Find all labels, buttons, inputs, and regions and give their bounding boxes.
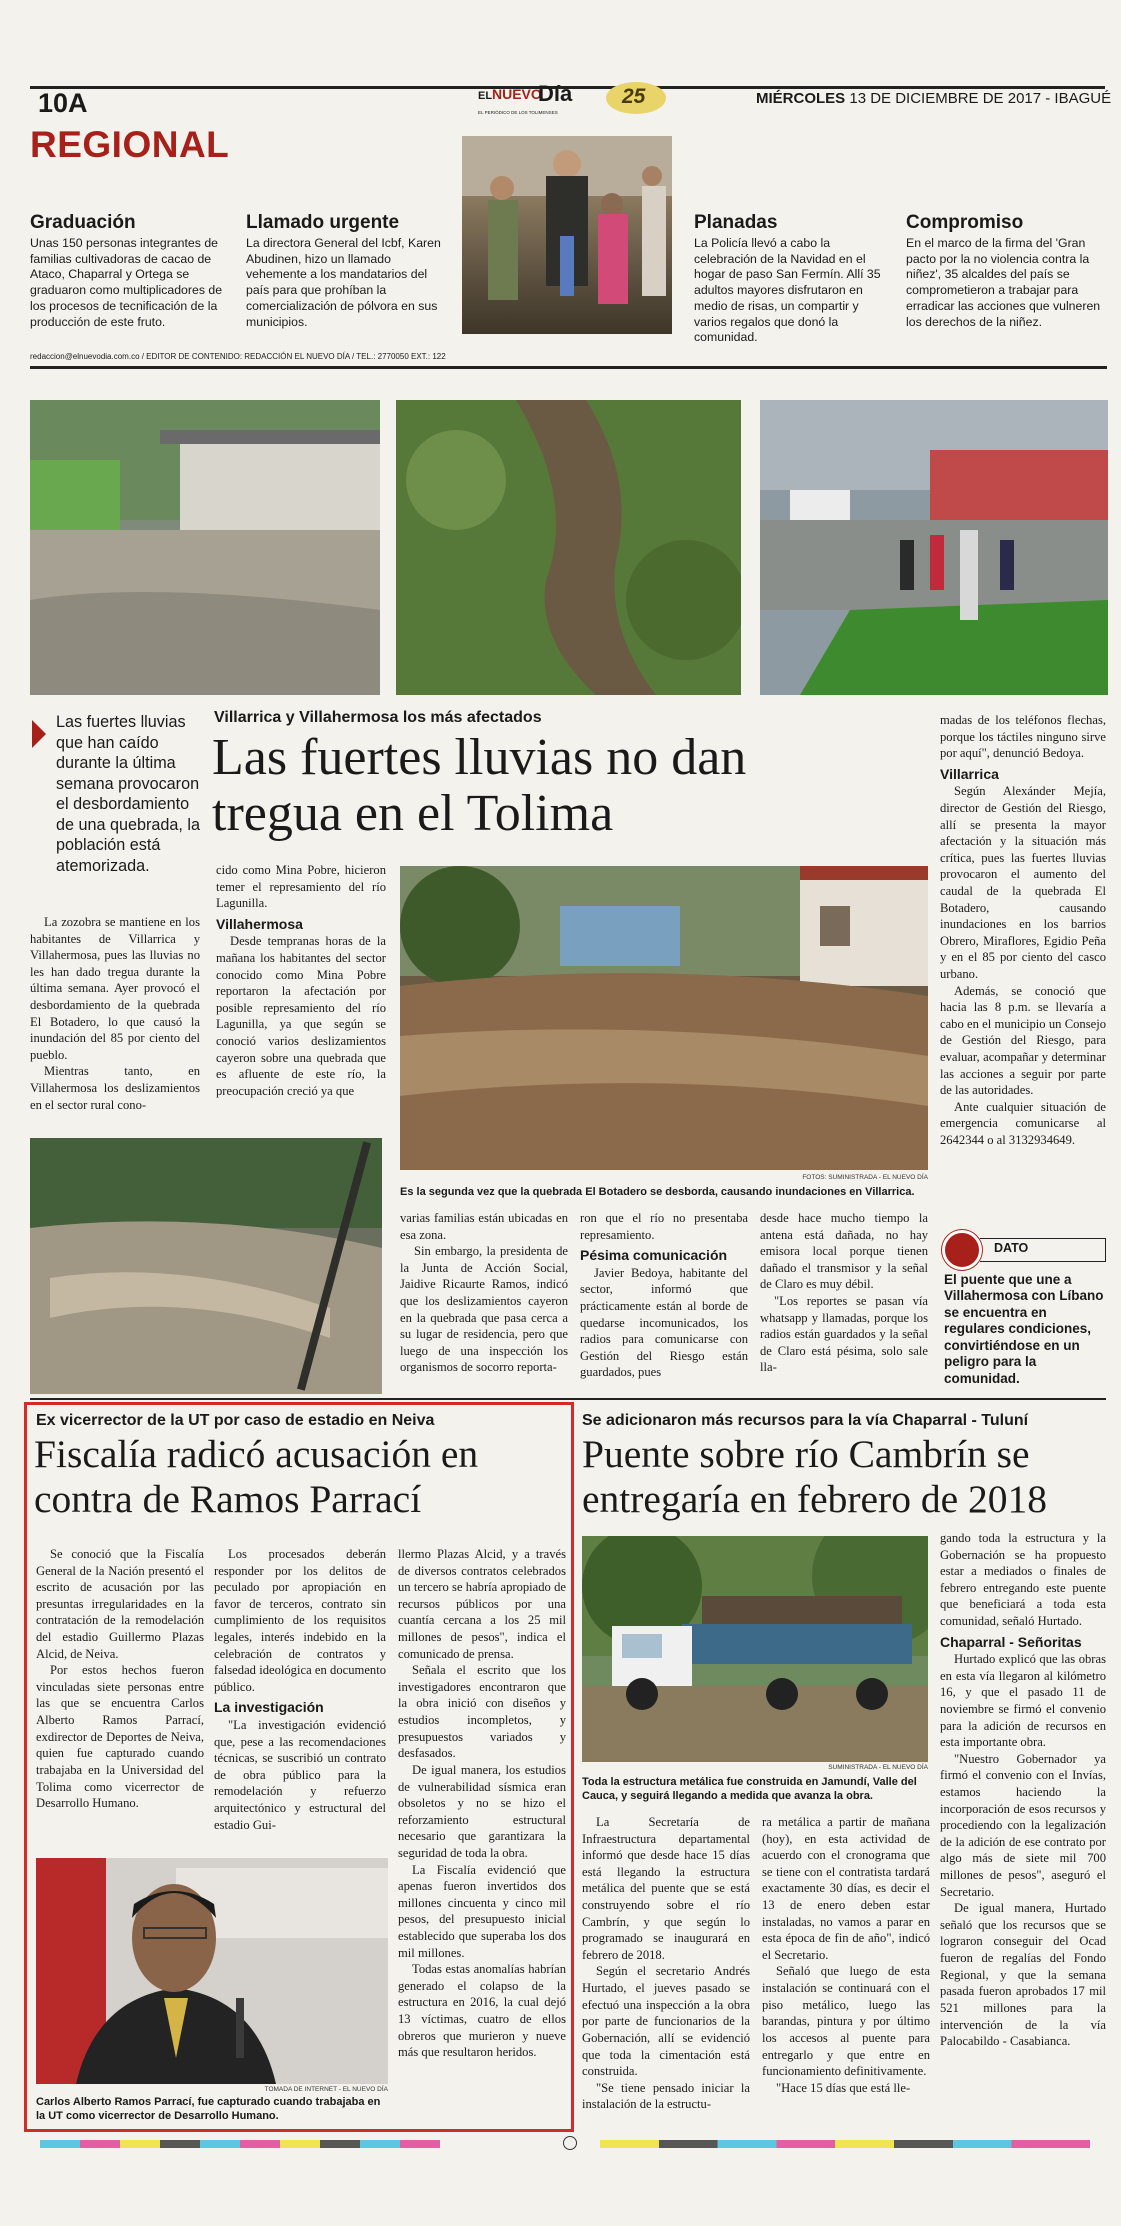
article1-col6: madas de los teléfonos flechas, porque los táctiles ninguno sirve por aquí", denunció Bedoya. Villarrica Según Alexánder Mejía, director de Gestión del Riesgo, allí se presenta la mayor afectación y la situación más crítica, pues las fuertes lluvias provocaron el aumento del caudal de la quebrada El Botadero, causando inundaciones en los barrios Obrero, Miraflores, Egidio Peña y en el 85 por ciento del casco urbano. Además, se conoció que hacia las 8 p.m. se llevaría a cabo en el municipio un Consejo de Gestión del Riesgo, para evaluar, acompañar y determinar las acciones a seguir por parte de las autoridades. Ante cualquier situación de emergencia comunicarse al 2642344 o al 3132934649. (940, 713, 1106, 1148)
header-bottom-rule (30, 366, 1107, 369)
article1-col1: La zozobra se mantiene en los habitantes de Villarrica y Villahermosa, pues las lluvias no les han dado tregua durante la última semana. Ayer provocó el desbordamiento de la quebrada El Botadero, lo que causó la inundación del 85 por ciento del pueblo. Mientras tanto, en Villahermosa los deslizamientos en el sector rural cono- (30, 915, 200, 1112)
dato-box (940, 1228, 1106, 1388)
dato-label: DATO (994, 1241, 1029, 1255)
section-title: REGIONAL (30, 124, 230, 165)
article2-col2: Los procesados deberán responder por los delitos de peculado por apropiación en favor de terceros, contrato sin cumplimiento de los requisitos legales, interés indebido en la celebración de contratos y falsedad ideológica en documento público. La investigación "La investigación evidenció que, pese a las recomendaciones técnicas, se suscribió un contrato de obra público para la remodelación y refuerzo arquitectónico y estructural del estadio Gui- (214, 1547, 386, 1832)
photo-truck-bridge-structure (582, 1536, 928, 1762)
photo-landslide (396, 400, 741, 695)
dato-text: El puente que une a Villahermosa con Líbano se encuentra en regulares condiciones, convirtiéndose en un peligro para la comunidad. (944, 1272, 1104, 1386)
lede-marker (32, 720, 46, 748)
article1-col3: varias familias están ubicadas en esa zona. Sin embargo, la presidenta de la Junta de Acción Social, Jaidive Ricaurte Ramos, indicó que los deslizamientos cayeron en la quebrada que pasa cerca a su lugar de residencia, pero que luego de una inspección los organismos de socorro reporta- (400, 1211, 568, 1375)
article2-col3: llermo Plazas Alcid, y a través de diversos contratos celebrados un tercero se habría apropiado de recursos públicos por una cuantía cercana a los 25 mil millones de pesos", indica el comunicado de prensa. Señala el escrito que los investigadores encontraron que la obra inició con diseños y estudios incompletos, y presupuestos variados y desfasados. De igual manera, los estudios de vulnerabilidad sísmica eran obsoletos y no se hizo el reforzamiento estructural necesario que garantizara la seguridad de toda la obra. La Fiscalía evidenció que apenas fueron invertidos dos millones cincuenta y cinco mil pesos, del presupuesto inicial establecido que superaba los dos mil millones. Todas estas anomalías habrían generado el colapso de la estructura en 2016, la cual dejó 13 víctimas, cuatro de ellos obreros que murieron y nueve más que resultaron heridos. (398, 1547, 566, 2060)
photo-river-torrent (30, 1138, 382, 1394)
article3-kicker: Se adicionaron más recursos para la vía Chaparral - Tuluní (582, 1412, 1029, 1429)
article2-col1: Se conoció que la Fiscalía General de la Nación presentó el escrito de acusación por las presuntas irregularidades en la contratación de la remodelación del estadio Guillermo Plazas Alcid, de Neiva. Por estos hechos fueron vinculadas siete personas entre las que se encuentra Carlos Alberto Ramos Parrací, exdirector de Deportes de Neiva, quien fue capturado cuando trabajaba en la Universidad del Tolima como vicerrector de Desarrollo Humano. (36, 1547, 204, 1811)
article3-photo-caption: Toda la estructura metálica fue construida en Jamundí, Valle del Cauca, y seguirá llegando a medida que avanza la obra. (582, 1776, 917, 1802)
issue-date: MIÉRCOLES 13 DE DICIEMBRE DE 2017 - IBAGUÉ (756, 90, 1112, 107)
contact-line: redaccion@elnuevodia.com.co / EDITOR DE CONTENIDO: REDACCIÓN EL NUEVO DÍA / TEL.: 2770050 EXT.: 122 (30, 352, 446, 361)
masthead-logo: EL NUEVO Día EL PERIÓDICO DE LOS TOLIMENSES 25 (478, 80, 678, 130)
photo-ramos-parraci (36, 1858, 388, 2084)
brief-compromiso: Compromiso En el marco de la firma del 'Gran pacto por la no violencia contra la niñez', 35 alcaldes del país se comprometieron a trabajar para erradicar las acciones que vulneren los derechos de la niñez. (906, 212, 1101, 329)
article1-col5: desde hace mucho tiempo la antena está dañada, no hay emisora local porque tienen dañado el transmisor y la señal de Claro es muy débil. "Los reportes se pasan vía whatsapp y llamadas, porque los radios están guardados y la señal de Claro está pésima, solo sale lla- (760, 1211, 928, 1375)
article1-kicker: Villarrica y Villahermosa los más afectados (214, 709, 542, 726)
article3-col3: gando toda la estructura y la Gobernación se ha propuesto estar a mediados o finales de febrero entregando este puente que beneficiará a toda esta comunidad, señaló Hurtado. Chaparral - Señoritas Hurtado explicó que las obras en esta vía llegaron al kilómetro 16, y que el pasado 11 de noviembre se firmó el convenio para la adición de recursos en esta importante obra. "Nuestro Gobernador ya firmó el convenio con el Invías, estamos haciendo la incorporación de esos recursos y procediendo con la legalización de la adición de ese contrato por algo más de siete mil 700 millones de pesos", aseguró el Secretario. De igual manera, Hurtado señaló que los recursos que se lograron conseguir del Ocad fueron de regalías del Fondo Regional, y que la semana pasada fueron aprobados 17 mil 521 millones para la intervención de la vía Palocabildo - Casabianca. (940, 1531, 1106, 2049)
article2-headline: Fiscalía radicó acusación en contra de Ramos Parrací (34, 1432, 479, 1521)
registration-strip-right (600, 2140, 1090, 2148)
article1-col2: cido como Mina Pobre, hicieron temer el represamiento del río Lagunilla. Villahermosa Desde tempranas horas de la mañana los habitantes del sector conocido como Mina Pobre reportaron la afectación por posible represamiento del río Lagunilla, ya que según se conoció varios deslizamientos cayeron sobre una quebrada que es afluente de este río, la preocupación creció ya que (216, 863, 386, 1098)
article1-bottom-rule (30, 1398, 1106, 1400)
article2-kicker: Ex vicerrector de la UT por caso de estadio en Neiva (36, 1412, 435, 1429)
photo-people-flood-street (760, 400, 1108, 695)
article2-photo-credit: TOMADA DE INTERNET - EL NUEVO DÍA (264, 2086, 388, 2093)
photo-flooded-street (30, 400, 380, 695)
article1-lede: Las fuertes lluvias que han caído durante la última semana provocaron el desbordamiento de una quebrada, la población está atemorizada. (56, 713, 201, 875)
article3-col2: ra metálica a partir de mañana (hoy), en esta actividad de acuerdo con el cronograma que se tiene con el contratista tardará exactamente 30 días, es decir el 13 de enero deben estar instaladas, no vamos a parar en esta época de fin de año", indicó el Secretario. Señaló que luego de esta instalación se continuará con el piso metálico, luego las barandas, pintura y por último los accesos al puente para entregarlo y que entre en funcionamiento definitivamente. "Hace 15 días que está lle- (762, 1815, 930, 2095)
brief-llamado-urgente: Llamado urgente La directora General del Icbf, Karen Abudinen, hizo un llamado vehemente a los mandatarios del país para que prohíban la comercialización de pólvora en sus municipios. (246, 212, 441, 329)
article3-photo-credit: SUMINISTRADA - EL NUEVO DÍA (828, 1764, 928, 1771)
registration-strip-left (40, 2140, 440, 2148)
article1-col4: ron que el río no presentaba represamiento. Pésima comunicación Javier Bedoya, habitante del sector, informó que prácticamente están al borde de quedarse incomunicados, los radios para comunicarse con Gestión del Riesgo están guardados, pues (580, 1211, 748, 1380)
page-number: 10A (38, 88, 88, 118)
article1-headline: Las fuertes lluvias no dan tregua en el Tolima (212, 729, 747, 842)
brief-graduacion: Graduación Unas 150 personas integrantes de familias cultivadoras de cacao de Ataco, Chaparral y Ortega se graduaron como multiplicadores de los procesos de tecnificación de la producción de este fruto. (30, 212, 223, 329)
article3-headline: Puente sobre río Cambrín se entregaría en febrero de 2018 (582, 1432, 1047, 1521)
registration-mark (563, 2136, 577, 2150)
article1-photo-credit: FOTOS: SUMINISTRADA - EL NUEVO DÍA (802, 1174, 928, 1181)
article1-photo-caption: Es la segunda vez que la quebrada El Botadero se desborda, causando inundaciones en Villarrica. (400, 1186, 915, 1198)
photo-el-botadero-flood (400, 866, 928, 1170)
article3-col1: La Secretaría de Infraestructura departamental informó que desde hace 15 días está llegando la estructura metálica del puente que se está construyendo sobre el río Cambrín, y que según lo programado se inaugurará en febrero de 2018. Según el secretario Andrés Hurtado, el jueves pasado se efectuó una inspección a la obra por parte de funcionarios de la Gobernación, allí se evidenció que toda la cimentación está construida. "Se tiene pensado iniciar la instalación de la estructu- (582, 1815, 750, 2112)
briefs-photo-police (462, 136, 672, 334)
brief-planadas: Planadas La Policía llevó a cabo la celebración de la Navidad en el hogar de paso San Fermín. Allí 35 adultos mayores disfrutaron en medio de risas, un compartir y varios regalos que donó la comunidad. (694, 212, 881, 345)
dato-icon (942, 1230, 982, 1270)
article2-photo-caption: Carlos Alberto Ramos Parrací, fue capturado cuando trabajaba en la UT como vicerrector de Desarrollo Humano. (36, 2096, 381, 2122)
